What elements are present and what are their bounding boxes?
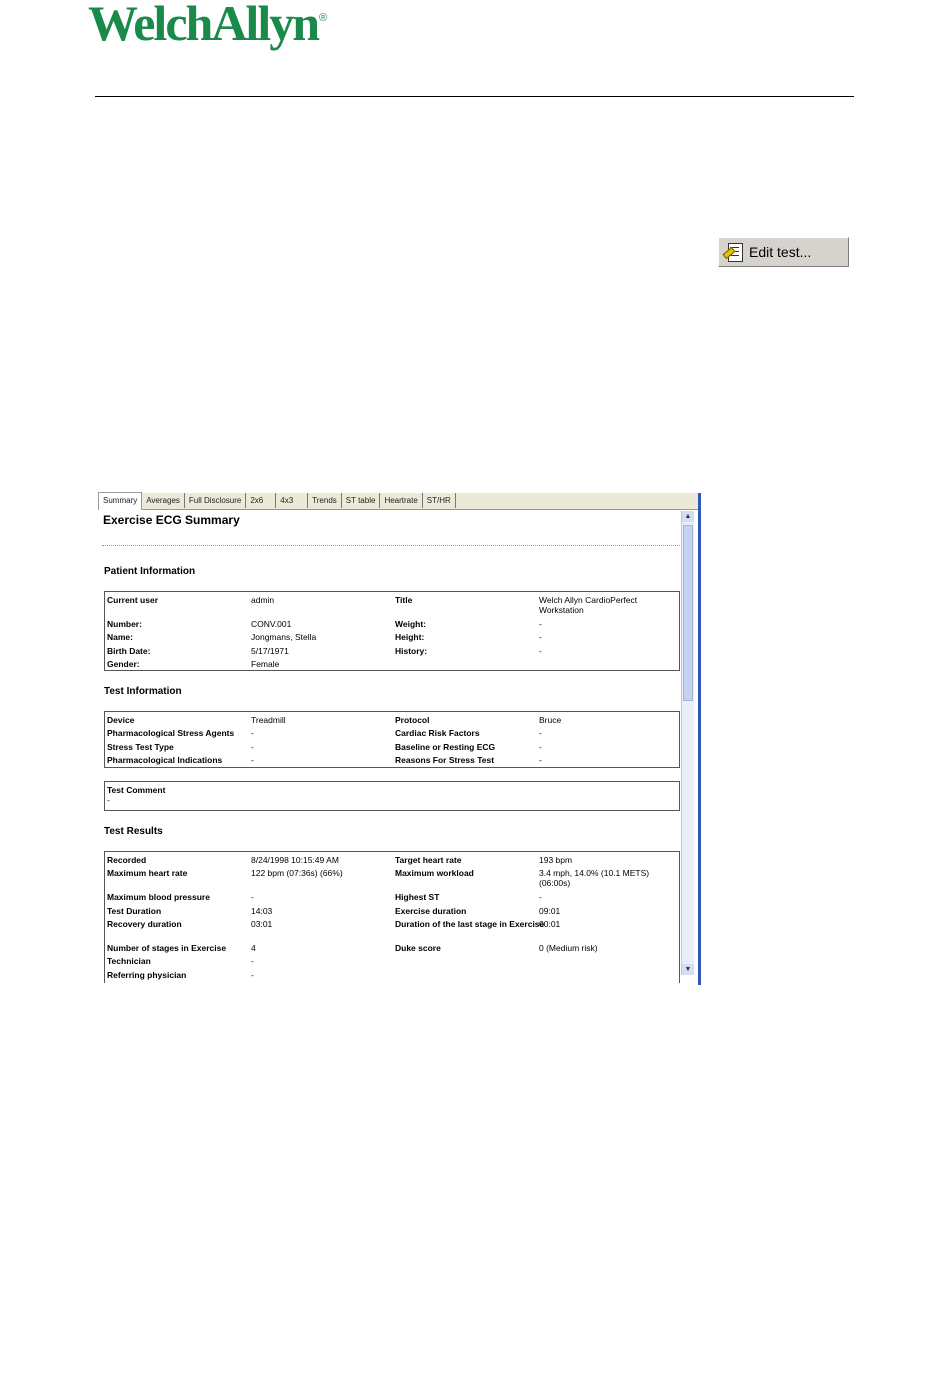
table-cell: Highest ST xyxy=(395,892,440,902)
table-cell: Duration of the last stage in Exercise xyxy=(395,919,545,929)
tab-averages[interactable]: Averages xyxy=(142,493,185,508)
table-cell: - xyxy=(251,728,254,738)
scroll-thumb[interactable] xyxy=(683,525,693,701)
tab-st-hr[interactable]: ST/HR xyxy=(423,493,456,508)
table-cell: - xyxy=(251,970,254,980)
table-cell: Recovery duration xyxy=(107,919,182,929)
table-cell: 00:01 xyxy=(539,919,561,929)
table-cell: Recorded xyxy=(107,855,147,865)
tab-2x6[interactable]: 2x6 xyxy=(246,493,276,508)
table-cell: Stress Test Type xyxy=(107,742,174,752)
logo-text: WelchAllyn xyxy=(88,0,319,51)
table-cell: - xyxy=(539,892,542,902)
table-cell: 0 (Medium risk) xyxy=(539,943,598,953)
table-cell: - xyxy=(251,755,254,765)
table-cell: Jongmans, Stella xyxy=(251,632,317,642)
table-cell: 4 xyxy=(251,943,256,953)
table-cell: - xyxy=(539,728,542,738)
test-information-table xyxy=(104,711,680,768)
table-cell: Maximum workload xyxy=(395,868,474,878)
welch-allyn-logo xyxy=(88,0,327,58)
window-edge xyxy=(698,493,701,985)
table-cell: admin xyxy=(251,595,275,605)
table-cell: Title xyxy=(395,595,413,605)
separator xyxy=(102,545,680,547)
table-cell: Name: xyxy=(107,632,133,642)
table-cell: Bruce xyxy=(539,715,562,725)
table-cell: - xyxy=(251,892,254,902)
table-cell: Number: xyxy=(107,619,142,629)
table-cell: Treadmill xyxy=(251,715,286,725)
table-cell: Welch Allyn CardioPerfect Workstation xyxy=(539,595,638,615)
scroll-up-icon[interactable]: ▲ xyxy=(682,511,694,522)
table-cell: Number of stages in Exercise xyxy=(107,943,227,953)
table-cell: Cardiac Risk Factors xyxy=(395,728,480,738)
test-comment-box xyxy=(104,781,680,811)
table-cell: - xyxy=(539,646,542,656)
summary-title: Exercise ECG Summary xyxy=(103,513,240,527)
patient-information-table xyxy=(104,591,680,671)
registered-mark: ® xyxy=(319,12,328,24)
edit-test-label: Edit test... xyxy=(749,244,812,260)
table-cell: Protocol xyxy=(395,715,430,725)
table-cell: 193 bpm xyxy=(539,855,573,865)
table-cell: - xyxy=(251,956,254,966)
test-results-table xyxy=(104,851,680,983)
tab-4x3[interactable]: 4x3 xyxy=(276,493,308,508)
table-cell: Birth Date: xyxy=(107,646,151,656)
table-cell: 122 bpm (07:36s) (66%) xyxy=(251,868,343,878)
tab-heartrate[interactable]: Heartrate xyxy=(380,493,422,508)
table-cell: 3.4 mph, 14.0% (10.1 METS) (06:00s) xyxy=(539,868,650,888)
table-cell: 09:01 xyxy=(539,906,561,916)
tab-st-table[interactable]: ST table xyxy=(342,493,381,508)
edit-document-icon xyxy=(725,242,745,262)
table-cell: - xyxy=(539,755,542,765)
table-cell: 14:03 xyxy=(251,906,273,916)
summary-screenshot xyxy=(98,493,701,985)
table-cell: Maximum heart rate xyxy=(107,868,188,878)
table-cell: - xyxy=(539,619,542,629)
test-information-heading: Test Information xyxy=(104,686,182,697)
tab-trends[interactable]: Trends xyxy=(308,493,342,508)
table-cell: Target heart rate xyxy=(395,855,462,865)
table-cell: - xyxy=(539,742,542,752)
table-cell: Reasons For Stress Test xyxy=(395,755,495,765)
patient-information-heading: Patient Information xyxy=(104,566,196,577)
table-cell: Exercise duration xyxy=(395,906,467,916)
table-cell: Pharmacological Indications xyxy=(107,755,223,765)
test-results-heading: Test Results xyxy=(104,826,163,837)
table-cell: Female xyxy=(251,659,280,669)
table-cell: Gender: xyxy=(107,659,140,669)
table-cell: 8/24/1998 10:15:49 AM xyxy=(251,855,339,865)
table-cell: CONV.001 xyxy=(251,619,292,629)
table-cell: 5/17/1971 xyxy=(251,646,289,656)
table-cell: Technician xyxy=(107,956,151,966)
table-cell: Referring physician xyxy=(107,970,187,980)
table-cell: History: xyxy=(395,646,428,656)
table-cell: Duke score xyxy=(395,943,441,953)
table-cell: Maximum blood pressure xyxy=(107,892,210,902)
edit-test-button[interactable] xyxy=(718,237,849,267)
table-cell: Pharmacological Stress Agents xyxy=(107,728,235,738)
table-cell: Weight: xyxy=(395,619,427,629)
table-cell: - xyxy=(251,742,254,752)
table-cell: Baseline or Resting ECG xyxy=(395,742,496,752)
tab-bar xyxy=(98,493,698,510)
tab-summary[interactable]: Summary xyxy=(98,492,142,510)
tab-full-disclosure[interactable]: Full Disclosure xyxy=(185,493,246,508)
table-cell: - xyxy=(539,632,542,642)
table-cell: Device xyxy=(107,715,135,725)
table-cell: Height: xyxy=(395,632,425,642)
vertical-scrollbar[interactable] xyxy=(681,511,694,975)
summary-content xyxy=(102,511,680,983)
table-cell: 03:01 xyxy=(251,919,273,929)
header-rule xyxy=(95,96,854,97)
scroll-down-icon[interactable]: ▼ xyxy=(682,964,694,975)
test-comment-label: Test Comment xyxy=(107,785,166,795)
table-cell: Current user xyxy=(107,595,159,605)
test-comment-value: - xyxy=(107,795,110,805)
table-cell: Test Duration xyxy=(107,906,162,916)
